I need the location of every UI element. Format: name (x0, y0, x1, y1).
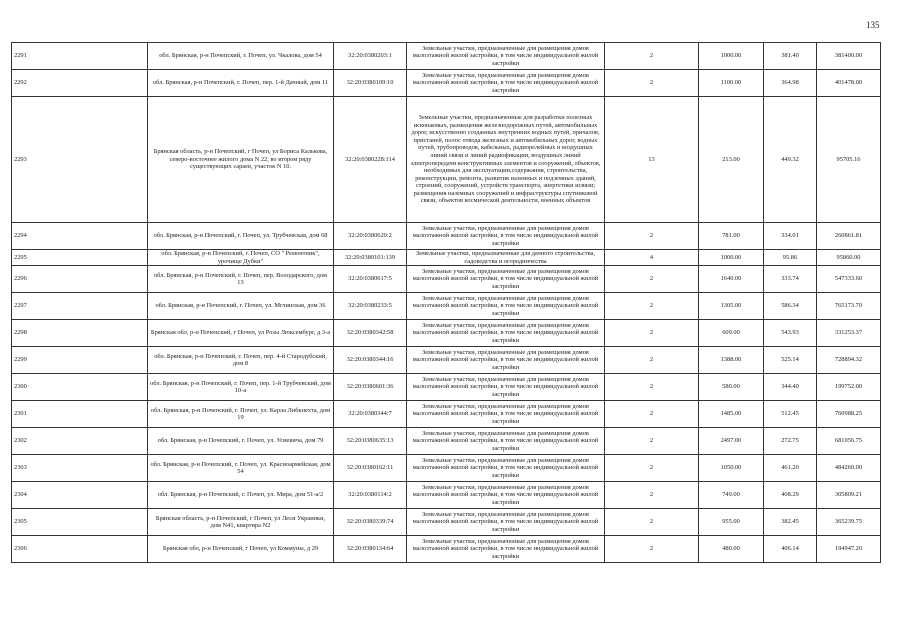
row-specific-value: 408.29 (764, 482, 817, 509)
row-number: 2302 (12, 428, 148, 455)
table-row (12, 266, 881, 293)
row-number: 2298 (12, 320, 148, 347)
row-address: обл. Брянская, р-н Почепский, г. Почеп, ул. Карла Либкнехта, дом 19 (148, 401, 334, 428)
row-cadastral-value: 194947.20 (817, 536, 881, 563)
row-category-code: 2 (605, 455, 699, 482)
row-number: 2297 (12, 293, 148, 320)
row-number: 2294 (12, 223, 148, 250)
table-row (12, 43, 881, 70)
row-number: 2301 (12, 401, 148, 428)
row-specific-value: 364.98 (764, 70, 817, 97)
row-number: 2304 (12, 482, 148, 509)
row-cadastral-value: 199752.00 (817, 374, 881, 401)
table-row (12, 320, 881, 347)
row-area: 480.00 (699, 536, 764, 563)
row-category-code: 2 (605, 536, 699, 563)
row-address: обл. Брянская, р-н Почепский, г. Почеп, пер. Володарского, дом 13 (148, 266, 334, 293)
row-cadastral-value: 728894.32 (817, 347, 881, 374)
row-specific-value: 344.40 (764, 374, 817, 401)
row-address: обл. Брянская, р-н Почепский, г. Почеп, пер. 1-й Трубчевский, дом 10-а (148, 374, 334, 401)
row-area: 1388.00 (699, 347, 764, 374)
row-area: 1000.00 (699, 250, 764, 266)
row-permitted-use: Земельные участки, предназначенные для размещения домов малоэтажной жилой застройки, в том числе индивидуальной жилой застройки (407, 223, 605, 250)
row-specific-value: 406.14 (764, 536, 817, 563)
table-row (12, 401, 881, 428)
table-row (12, 455, 881, 482)
row-address: Брянская область, р-н Почепский, г Почеп, ул Бориса Калькова, северо-восточнее жилого дома N 22, во втором ряду существующих сараев, участок N 10. (148, 97, 334, 223)
row-address: Брянская обл, р-н Почепский, г Почеп, ул Коммуны, д 29 (148, 536, 334, 563)
row-address: обл. Брянская, р-н Почепский, г. Почеп, пер. 1-й Дачный, дом 11 (148, 70, 334, 97)
row-address: обл. Брянская, р-н Почепский, г. Почеп, ул. Красноармейская, дом 54 (148, 455, 334, 482)
row-cadastral-number: 32:20:0380339:74 (334, 509, 407, 536)
table-row (12, 70, 881, 97)
row-area: 1485.00 (699, 401, 764, 428)
row-cadastral-value: 260861.81 (817, 223, 881, 250)
row-cadastral-value: 401478.00 (817, 70, 881, 97)
row-permitted-use: Земельные участки, предназначенные для размещения домов малоэтажной жилой застройки, в том числе индивидуальной жилой застройки (407, 347, 605, 374)
row-address: обл. Брянская, р-н Почепский, г. Почеп, ул. Мглинская, дом 36 (148, 293, 334, 320)
row-permitted-use: Земельные участки, предназначенные для размещения домов малоэтажной жилой застройки, в том числе индивидуальной жилой застройки (407, 401, 605, 428)
row-specific-value: 272.75 (764, 428, 817, 455)
land-registry-table (11, 42, 881, 563)
row-cadastral-number: 32:20:0380233:5 (334, 293, 407, 320)
table-row (12, 509, 881, 536)
row-cadastral-number: 32:20:0380114:2 (334, 482, 407, 509)
row-specific-value: 382.45 (764, 509, 817, 536)
row-permitted-use: Земельные участки, предназначенные для размещения домов малоэтажной жилой застройки, в том числе индивидуальной жилой застройки (407, 374, 605, 401)
row-category-code: 2 (605, 320, 699, 347)
row-address: обл. Брянская, р-н Почепский, г. Почеп, ул. Мира, дом 51-а/2 (148, 482, 334, 509)
row-area: 1050.00 (699, 455, 764, 482)
row-area: 781.00 (699, 223, 764, 250)
table-body (12, 43, 881, 563)
table-row (12, 97, 881, 223)
row-specific-value: 586.34 (764, 293, 817, 320)
row-permitted-use: Земельные участки, предназначенные для размещения домов малоэтажной жилой застройки, в том числе индивидуальной жилой застройки (407, 43, 605, 70)
row-cadastral-number: 32:20:0380109:10 (334, 70, 407, 97)
row-category-code: 2 (605, 428, 699, 455)
row-cadastral-number: 32:20:0380203:1 (334, 43, 407, 70)
table-row (12, 536, 881, 563)
row-area: 1000.00 (699, 43, 764, 70)
row-specific-value: 334.01 (764, 223, 817, 250)
row-category-code: 2 (605, 509, 699, 536)
row-number: 2306 (12, 536, 148, 563)
row-permitted-use: Земельные участки, предназначенные для размещения домов малоэтажной жилой застройки, в том числе индивидуальной жилой застройки (407, 455, 605, 482)
row-category-code: 2 (605, 347, 699, 374)
row-cadastral-number: 32:20:0380344:16 (334, 347, 407, 374)
row-cadastral-value: 765173.70 (817, 293, 881, 320)
row-permitted-use: Земельные участки, предназначенные для разработки полезных ископаемых, размещения железнодорожных путей, автомобильных дорог, искусственно созданных внутренних водных путей, причалов, пристаней, полос отвода железных и автомобильных дорог, водных путей, трубопроводов, кабельных, радиорелейных и воздушных линий связи и линий радиофикации, воздушных линий электропередачи конструктивных элементов и сооружений, объектов, необходимых для эксплуатации,содержания, строительства, реконструкции, ремонта, развития наземных и подземных зданий, строений, сооружений, устройств транспорта, энергетики исвязи; размещения наземных сооружений и инфраструктуры спутниковой связи, объектов космической деятельности, военных объектов (407, 97, 605, 223)
row-cadastral-value: 95705.16 (817, 97, 881, 223)
row-specific-value: 525.14 (764, 347, 817, 374)
row-permitted-use: Земельные участки, предназначенные для размещения домов малоэтажной жилой застройки, в том числе индивидуальной жилой застройки (407, 293, 605, 320)
row-cadastral-value: 381400.00 (817, 43, 881, 70)
row-number: 2303 (12, 455, 148, 482)
table-row (12, 428, 881, 455)
row-category-code: 2 (605, 70, 699, 97)
row-number: 2305 (12, 509, 148, 536)
row-specific-value: 95.86 (764, 250, 817, 266)
row-address: обл. Брянская, р-н Почепский, г. Почеп, ул. Трубчевская, дом 68 (148, 223, 334, 250)
row-cadastral-number: 32:20:0380162:11 (334, 455, 407, 482)
row-area: 580.00 (699, 374, 764, 401)
row-address: обл. Брянская, р-н Почепский, г. Почеп, СО " Ремонтник", урочище Дубки" (148, 250, 334, 266)
row-category-code: 2 (605, 266, 699, 293)
row-cadastral-number: 32:20:0380635:13 (334, 428, 407, 455)
row-number: 2293 (12, 97, 148, 223)
row-cadastral-value: 547333.60 (817, 266, 881, 293)
row-area: 213.00 (699, 97, 764, 223)
row-area: 2497.00 (699, 428, 764, 455)
row-address: обл. Брянская, р-н Почепский, г. Почеп, пер. 4-й Стародубский, дом 8 (148, 347, 334, 374)
row-specific-value: 333.74 (764, 266, 817, 293)
row-specific-value: 381.40 (764, 43, 817, 70)
row-address: обл. Брянская, р-н Почепский, г. Почеп, ул. Чкалова, дом 54 (148, 43, 334, 70)
row-cadastral-value: 331253.37 (817, 320, 881, 347)
row-cadastral-value: 365239.75 (817, 509, 881, 536)
table-row (12, 374, 881, 401)
row-specific-value: 543.93 (764, 320, 817, 347)
row-address: Брянская обл, р-н Почепский, г Почеп, ул Розы Люксембург, д 3-а (148, 320, 334, 347)
row-cadastral-number: 32:20:0380344:7 (334, 401, 407, 428)
row-specific-value: 512.45 (764, 401, 817, 428)
row-number: 2299 (12, 347, 148, 374)
row-permitted-use: Земельные участки, предназначенные для размещения домов малоэтажной жилой застройки, в том числе индивидуальной жилой застройки (407, 509, 605, 536)
row-cadastral-number: 32:20:0380134:64 (334, 536, 407, 563)
row-cadastral-value: 484260.00 (817, 455, 881, 482)
row-area: 609.00 (699, 320, 764, 347)
row-address: обл. Брянская, р-н Почепский, г. Почеп, ул. Усиевича, дом 79 (148, 428, 334, 455)
table-row (12, 223, 881, 250)
row-specific-value: 461.20 (764, 455, 817, 482)
row-area: 1100.00 (699, 70, 764, 97)
table-row (12, 250, 881, 266)
row-permitted-use: Земельные участки, предназначенные для размещения домов малоэтажной жилой застройки, в том числе индивидуальной жилой застройки (407, 266, 605, 293)
row-category-code: 2 (605, 482, 699, 509)
row-number: 2295 (12, 250, 148, 266)
row-category-code: 2 (605, 401, 699, 428)
row-category-code: 4 (605, 250, 699, 266)
row-permitted-use: Земельные участки, предназначенные для дачного строительства, садоводства и огородничества (407, 250, 605, 266)
row-address: Брянская область, р-н Почепский, г Почеп, ул Леси Украинки, дом N41, квартира N2 (148, 509, 334, 536)
row-cadastral-value: 760988.25 (817, 401, 881, 428)
row-category-code: 2 (605, 374, 699, 401)
table-row (12, 482, 881, 509)
row-cadastral-number: 32:20:0380617:5 (334, 266, 407, 293)
row-category-code: 2 (605, 43, 699, 70)
table-row (12, 347, 881, 374)
row-category-code: 13 (605, 97, 699, 223)
row-area: 955.00 (699, 509, 764, 536)
row-specific-value: 449.32 (764, 97, 817, 223)
row-cadastral-number: 32:20:0380620:2 (334, 223, 407, 250)
row-cadastral-value: 681056.75 (817, 428, 881, 455)
row-cadastral-number: 32:20:0380601:36 (334, 374, 407, 401)
row-permitted-use: Земельные участки, предназначенные для размещения домов малоэтажной жилой застройки, в том числе индивидуальной жилой застройки (407, 536, 605, 563)
row-area: 749.00 (699, 482, 764, 509)
row-number: 2291 (12, 43, 148, 70)
row-number: 2296 (12, 266, 148, 293)
table-row (12, 293, 881, 320)
row-category-code: 2 (605, 293, 699, 320)
row-cadastral-number: 32:20:0380228:114 (334, 97, 407, 223)
row-permitted-use: Земельные участки, предназначенные для размещения домов малоэтажной жилой застройки, в том числе индивидуальной жилой застройки (407, 70, 605, 97)
row-permitted-use: Земельные участки, предназначенные для размещения домов малоэтажной жилой застройки, в том числе индивидуальной жилой застройки (407, 320, 605, 347)
page-number: 135 (866, 20, 880, 30)
row-area: 1640.00 (699, 266, 764, 293)
row-cadastral-number: 32:20:0380101:139 (334, 250, 407, 266)
row-number: 2300 (12, 374, 148, 401)
row-number: 2292 (12, 70, 148, 97)
row-cadastral-value: 95860.00 (817, 250, 881, 266)
row-permitted-use: Земельные участки, предназначенные для размещения домов малоэтажной жилой застройки, в том числе индивидуальной жилой застройки (407, 428, 605, 455)
row-area: 1305.00 (699, 293, 764, 320)
row-category-code: 2 (605, 223, 699, 250)
row-cadastral-value: 305809.21 (817, 482, 881, 509)
row-permitted-use: Земельные участки, предназначенные для размещения домов малоэтажной жилой застройки, в том числе индивидуальной жилой застройки (407, 482, 605, 509)
row-cadastral-number: 32:20:0380342:58 (334, 320, 407, 347)
